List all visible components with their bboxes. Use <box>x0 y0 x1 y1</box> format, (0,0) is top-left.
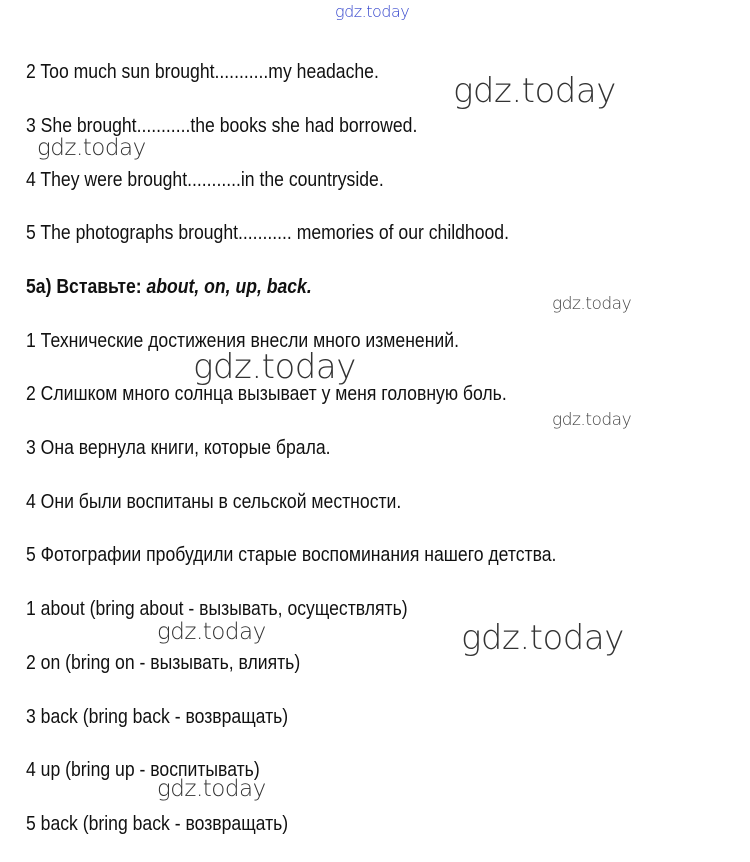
translation-line: 4 Они были воспитаны в сельской местности. <box>26 491 402 513</box>
watermark: gdz.today <box>552 294 632 314</box>
answer-line: 3 back (bring back - возвращать) <box>26 706 289 728</box>
exercise-line: 5 The photographs brought........... memories of our childhood. <box>26 222 509 244</box>
watermark: gdz.today <box>37 135 146 161</box>
answer-line: 2 on (bring on - вызывать, влиять) <box>26 652 301 674</box>
watermark-top: gdz.today <box>335 2 410 21</box>
answer-line: 4 up (bring up - воспитывать) <box>26 759 260 781</box>
watermark: gdz.today <box>552 410 632 430</box>
answer-line: 5 back (bring back - возвращать) <box>26 813 289 835</box>
watermark: gdz.today <box>157 619 266 645</box>
translation-line: 3 Она вернула книги, которые брала. <box>26 437 331 459</box>
watermark: gdz.today <box>461 618 624 658</box>
translation-line: 2 Слишком много солнца вызывает у меня головную боль. <box>26 383 507 405</box>
watermark: gdz.today <box>453 71 616 111</box>
watermark: gdz.today <box>193 347 356 387</box>
exercise-line: 3 She brought...........the books she had borrowed. <box>26 115 418 137</box>
exercise-line: 4 They were brought...........in the countryside. <box>26 169 384 191</box>
task-heading <box>26 275 312 299</box>
watermark: gdz.today <box>157 776 266 802</box>
translation-line: 5 Фотографии пробудили старые воспоминания нашего детства. <box>26 544 557 566</box>
translation-line: 1 Технические достижения внесли много изменений. <box>26 330 459 352</box>
answer-line: 1 about (bring about - вызывать, осуществлять) <box>26 598 408 620</box>
task-heading-words: about, on, up, back. <box>146 276 312 298</box>
exercise-line: 2 Too much sun brought...........my headache. <box>26 61 379 83</box>
task-heading-prefix: 5a) Вставьте: <box>26 276 147 298</box>
